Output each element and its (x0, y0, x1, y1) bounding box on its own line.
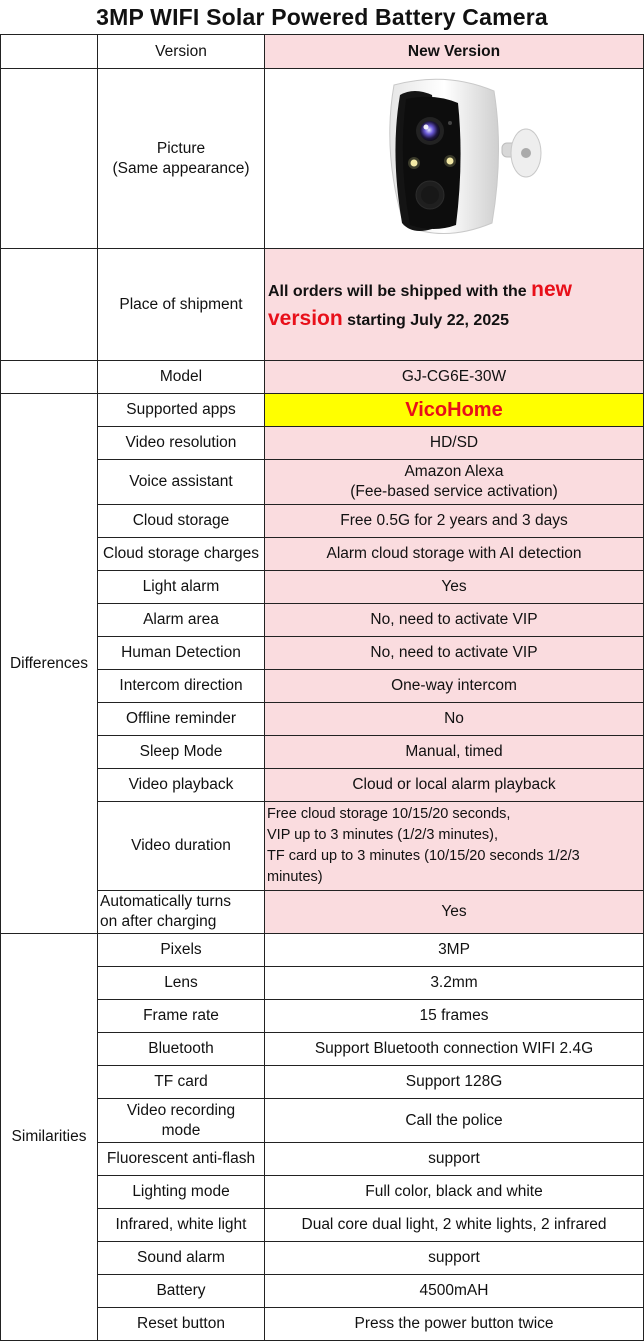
security-camera-illustration (354, 73, 554, 245)
row-label: Video duration (98, 802, 265, 891)
row-value: No, need to activate VIP (265, 604, 644, 637)
spec-table (0, 34, 644, 1341)
label-line: Automatically turns (100, 893, 231, 910)
row-label: Infrared, white light (98, 1209, 265, 1242)
table-row (1, 505, 644, 538)
table-row (1, 1242, 644, 1275)
row-value: Press the power button twice (265, 1308, 644, 1341)
row-label: Frame rate (98, 1000, 265, 1033)
row-value: One-way intercom (265, 670, 644, 703)
table-row (1, 538, 644, 571)
table-row (1, 736, 644, 769)
table-row (1, 891, 644, 934)
table-row (1, 1033, 644, 1066)
table-row (1, 1000, 644, 1033)
shipment-highlight: new (531, 277, 572, 301)
row-value: Yes (265, 891, 644, 934)
row-label: Video playback (98, 769, 265, 802)
row-value (265, 460, 644, 505)
row-label: Cloud storage charges (98, 538, 265, 571)
row-label: TF card (98, 1066, 265, 1099)
row-label: Model (98, 361, 265, 394)
row-value: Support 128G (265, 1066, 644, 1099)
row-label: Sound alarm (98, 1242, 265, 1275)
row-label: Pixels (98, 934, 265, 967)
row-value: Free 0.5G for 2 years and 3 days (265, 505, 644, 538)
row-label (98, 69, 265, 249)
table-row (1, 1176, 644, 1209)
row-label: Version (98, 35, 265, 69)
row-value: Dual core dual light, 2 white lights, 2 infrared (265, 1209, 644, 1242)
row-label: Offline reminder (98, 703, 265, 736)
table-row (1, 361, 644, 394)
empty-cell (1, 249, 98, 361)
row-value: 4500mAH (265, 1275, 644, 1308)
row-value: 15 frames (265, 1000, 644, 1033)
row-value: Manual, timed (265, 736, 644, 769)
row-label: Reset button (98, 1308, 265, 1341)
row-label: Light alarm (98, 571, 265, 604)
value-line: (Fee-based service activation) (350, 483, 558, 500)
shipment-text: All orders will be shipped with the (268, 282, 532, 300)
table-row (1, 1308, 644, 1341)
row-label: Battery (98, 1275, 265, 1308)
table-row (1, 934, 644, 967)
table-row (1, 1099, 644, 1143)
row-label: Alarm area (98, 604, 265, 637)
row-label: Fluorescent anti-flash (98, 1143, 265, 1176)
empty-cell (1, 361, 98, 394)
row-value: Full color, black and white (265, 1176, 644, 1209)
row-value (265, 802, 644, 891)
table-row (1, 802, 644, 891)
row-value: Yes (265, 571, 644, 604)
picture-sublabel: (Same appearance) (112, 159, 250, 177)
table-row (1, 703, 644, 736)
table-row (1, 35, 644, 69)
empty-cell (1, 69, 98, 249)
row-label: Place of shipment (98, 249, 265, 361)
value-line: VIP up to 3 minutes (1/2/3 minutes), (267, 827, 499, 843)
shipment-notice (265, 249, 644, 361)
table-row (1, 1066, 644, 1099)
picture-label: Picture (156, 139, 206, 157)
row-value: No (265, 703, 644, 736)
table-row (1, 460, 644, 505)
table-row (1, 1143, 644, 1176)
app-name-highlight: VicoHome (265, 394, 644, 427)
page-title: 3MP WIFI Solar Powered Battery Camera (96, 4, 548, 30)
shipment-text: starting July 22, 2025 (342, 311, 510, 329)
row-label (98, 1099, 265, 1143)
row-value: support (265, 1242, 644, 1275)
row-value: Alarm cloud storage with AI detection (265, 538, 644, 571)
row-label: Lens (98, 967, 265, 1000)
row-label: Sleep Mode (98, 736, 265, 769)
row-label: Video resolution (98, 427, 265, 460)
group-label: Similarities (1, 934, 98, 1341)
shipment-highlight: version (268, 306, 343, 330)
value-line: minutes) (267, 869, 323, 885)
row-label: Lighting mode (98, 1176, 265, 1209)
row-value: No, need to activate VIP (265, 637, 644, 670)
value-line: Free cloud storage 10/15/20 seconds, (267, 806, 511, 822)
row-label: Supported apps (98, 394, 265, 427)
row-label: Human Detection (98, 637, 265, 670)
row-value: New Version (265, 35, 644, 69)
empty-cell (1, 35, 98, 69)
row-label: Intercom direction (98, 670, 265, 703)
label-line: Video recording (126, 1101, 236, 1119)
table-row (1, 427, 644, 460)
table-row (1, 967, 644, 1000)
row-value: Call the police (265, 1099, 644, 1143)
row-value: Support Bluetooth connection WIFI 2.4G (265, 1033, 644, 1066)
label-line: mode (161, 1121, 201, 1139)
table-row (1, 69, 644, 249)
table-row (1, 1275, 644, 1308)
row-value: 3.2mm (265, 967, 644, 1000)
table-row (1, 1209, 644, 1242)
row-value: HD/SD (265, 427, 644, 460)
row-label: Bluetooth (98, 1033, 265, 1066)
table-row (1, 604, 644, 637)
product-image-cell (265, 69, 644, 249)
table-row (1, 769, 644, 802)
row-label (98, 891, 265, 934)
label-line: on after charging (100, 913, 217, 930)
table-row (1, 394, 644, 427)
value-line: TF card up to 3 minutes (10/15/20 seconds 1/2/3 (267, 848, 580, 864)
row-value: 3MP (265, 934, 644, 967)
table-row (1, 670, 644, 703)
row-label: Cloud storage (98, 505, 265, 538)
value-line: Amazon Alexa (404, 463, 504, 480)
row-value: GJ-CG6E-30W (265, 361, 644, 394)
row-label: Voice assistant (98, 460, 265, 505)
row-value: Cloud or local alarm playback (265, 769, 644, 802)
table-row (1, 571, 644, 604)
table-row (1, 249, 644, 361)
group-label: Differences (1, 394, 98, 934)
table-row (1, 637, 644, 670)
row-value: support (265, 1143, 644, 1176)
